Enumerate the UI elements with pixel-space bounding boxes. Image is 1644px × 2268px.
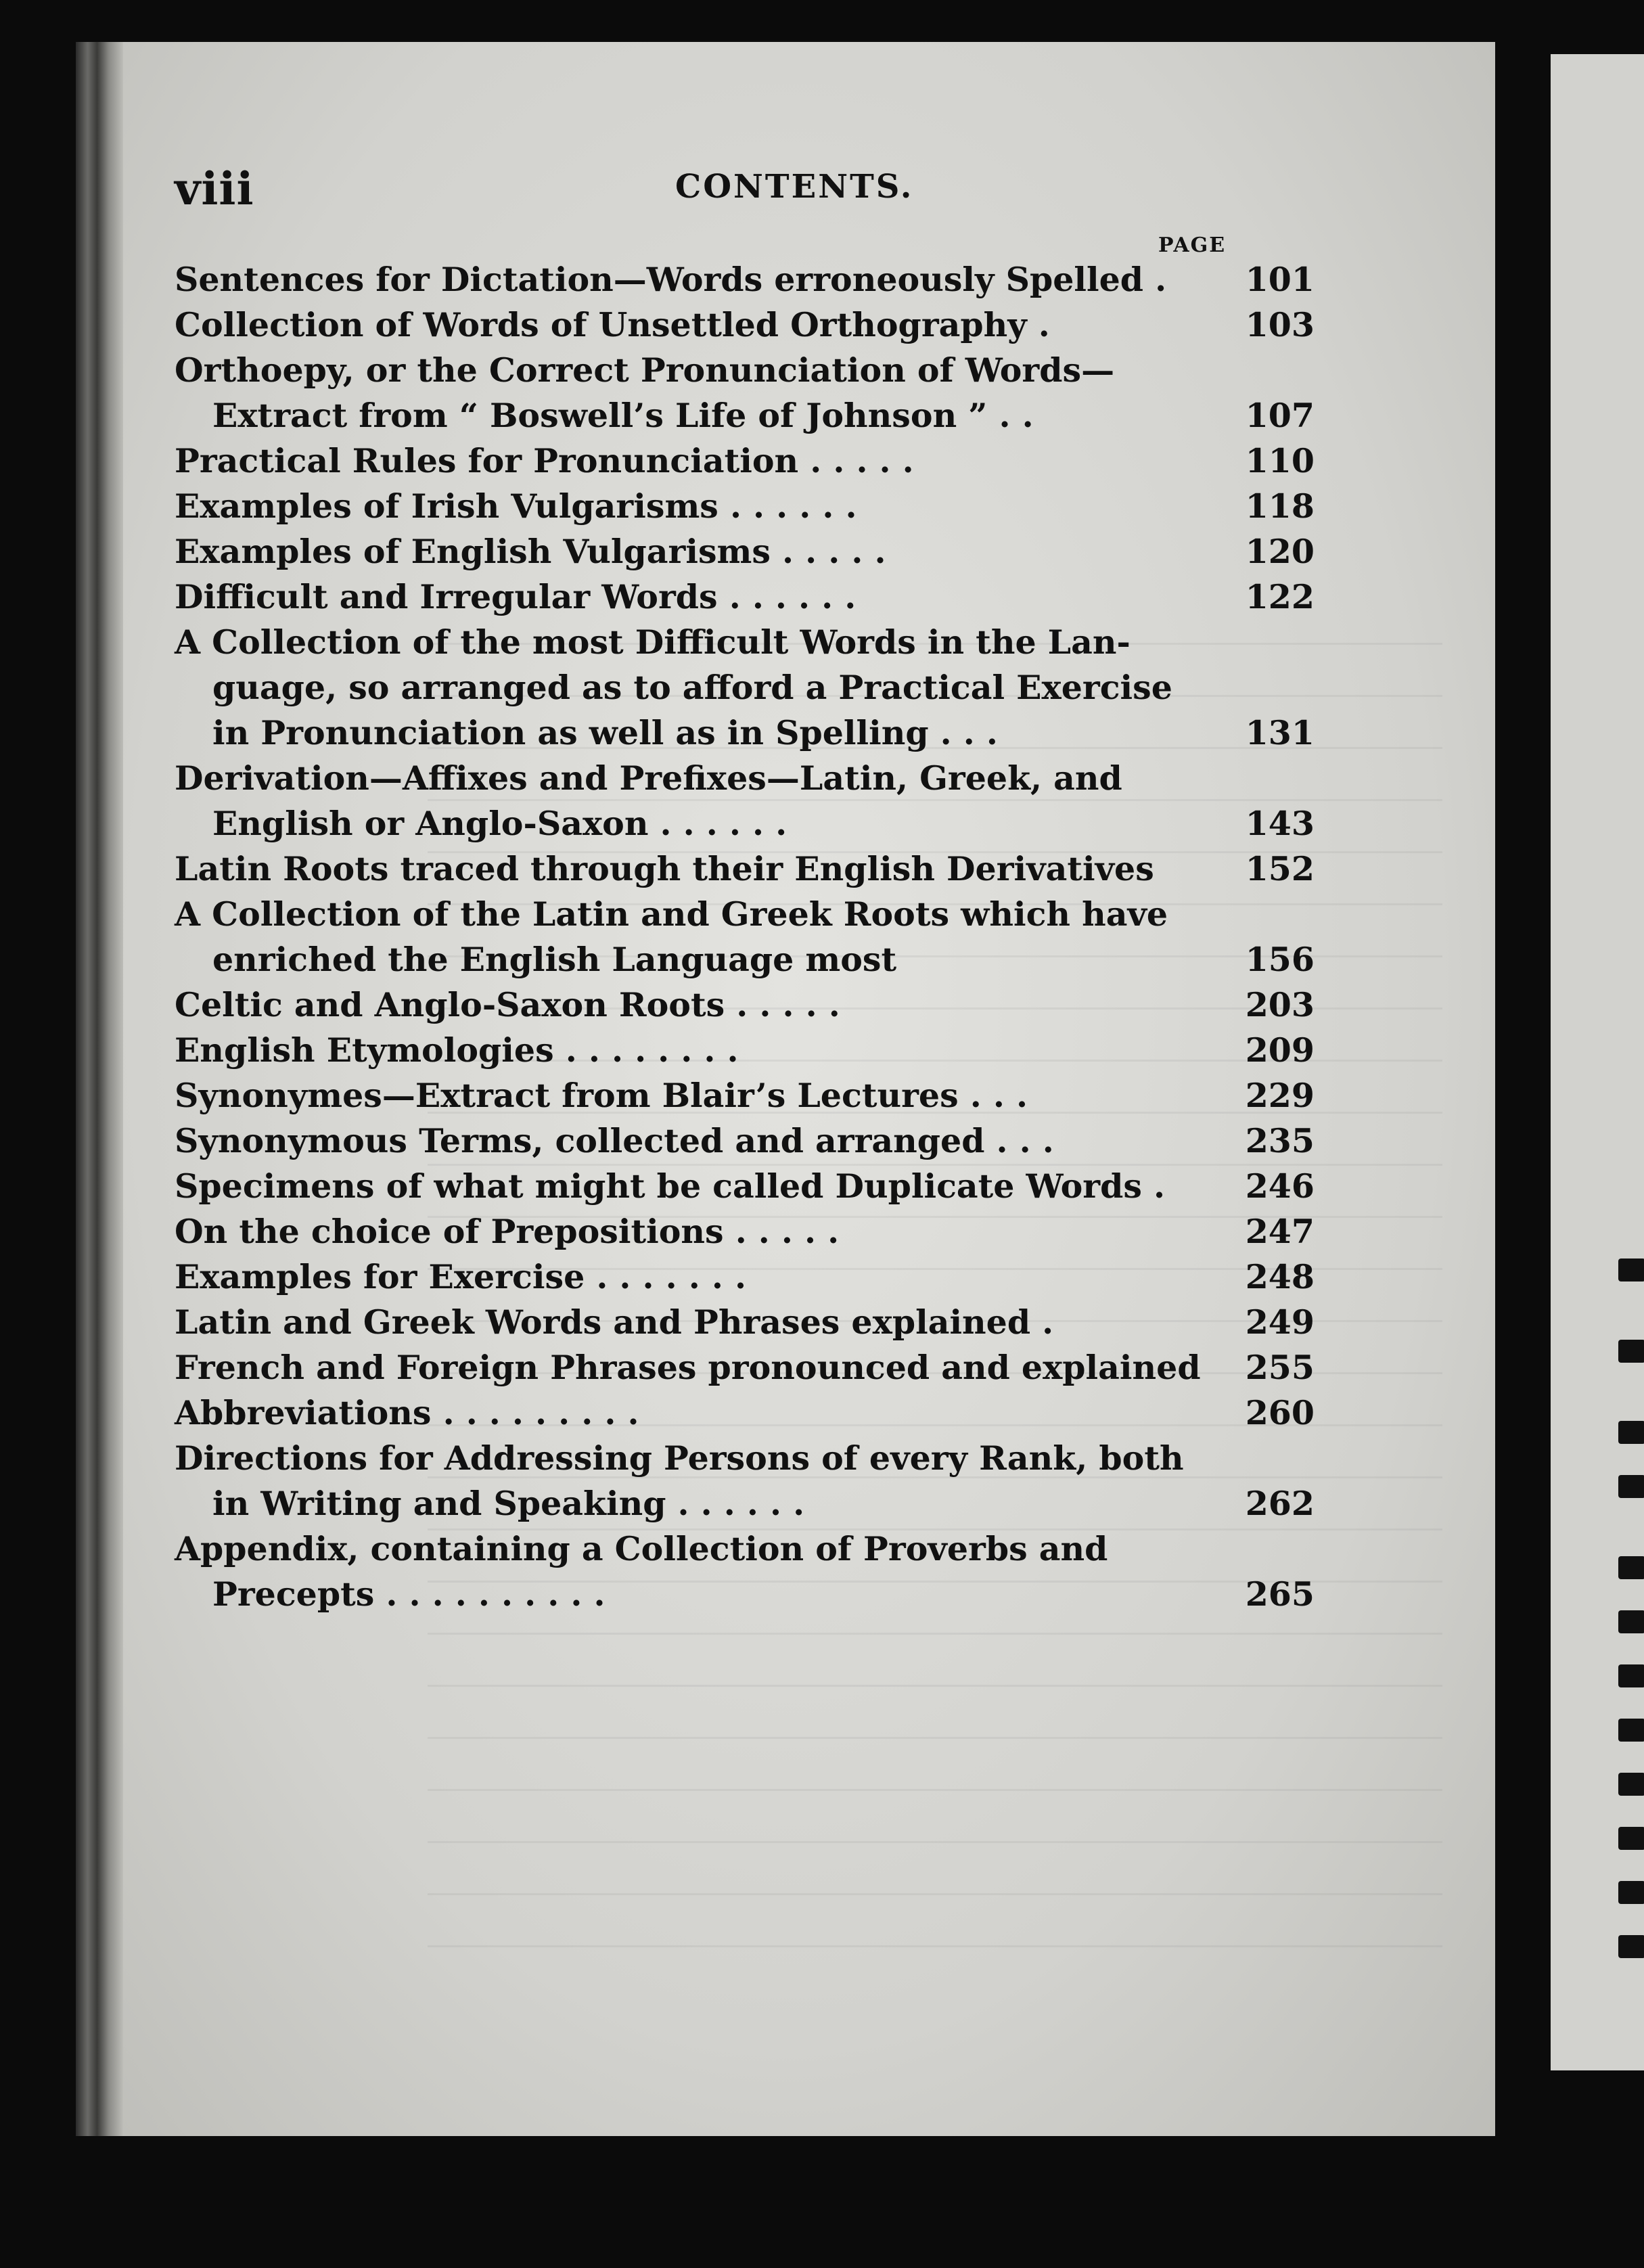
toc-entry-line [175,1572,1315,1617]
toc-entry [175,574,1315,620]
toc-entry-text: Abbreviations . . . . . . . . . [175,1393,639,1432]
toc-entry-text: Directions for Addressing Persons of every Rank, both [175,1438,1184,1478]
book-spine-edge [76,42,123,2136]
toc-entry-text: A Collection of the Latin and Greek Roots which have [175,894,1168,934]
toc-entry-line [175,348,1315,393]
toc-entry [175,1209,1315,1254]
toc-entry-text: Orthoepy, or the Correct Pronunciation of Words— [175,350,1115,390]
toc-entry [175,982,1315,1028]
toc-entry [175,1390,1315,1436]
toc-entry-text: Derivation—Affixes and Prefixes—Latin, Greek, and [175,758,1122,798]
toc-entry [175,846,1315,892]
toc-entry [175,756,1315,846]
toc-page-number: 120 [1245,532,1315,571]
toc-entry-line [175,665,1315,710]
toc-entry-text: A Collection of the most Difficult Words in the Lan- [175,622,1131,662]
toc-page-number: 107 [1245,396,1315,435]
toc-entry-line [175,574,1315,620]
toc-entry-text: in Writing and Speaking . . . . . . [212,1484,805,1523]
facing-page-edge [1551,54,1644,2070]
toc-entry-line [175,1300,1315,1345]
toc-page-number: 248 [1245,1257,1315,1296]
toc-entry-text: French and Foreign Phrases pronounced and explained [175,1348,1201,1387]
toc-page-number: 260 [1245,1393,1315,1432]
toc-entry-line [175,438,1315,484]
toc-entry-line [175,529,1315,574]
toc-entry [175,892,1315,982]
toc-page-number: 103 [1245,305,1315,344]
toc-page-number: 265 [1245,1574,1315,1614]
toc-entry-line [175,302,1315,348]
toc-entry-text: Precepts . . . . . . . . . . [212,1574,606,1614]
toc-entry [175,1118,1315,1164]
toc-entry [175,1254,1315,1300]
toc-entry-line [175,1164,1315,1209]
toc-entry-text: Sentences for Dictation—Words erroneously Spelled . [175,260,1167,299]
toc-entry [175,529,1315,574]
toc-entry-line [175,846,1315,892]
toc-entry-line [175,620,1315,665]
toc-page-number: 249 [1245,1302,1315,1342]
toc-entry-text: Examples of English Vulgarisms . . . . . [175,532,886,571]
toc-entry-line [175,484,1315,529]
toc-entry-line [175,1526,1315,1572]
toc-entry-line [175,1118,1315,1164]
toc-entry [175,1526,1315,1617]
toc-page-number: 131 [1245,713,1315,752]
toc-entry [175,348,1315,438]
toc-entry-text: Celtic and Anglo-Saxon Roots . . . . . [175,985,840,1024]
toc-entry-line [175,937,1315,982]
toc-page-number: 203 [1245,985,1315,1024]
toc-entry [175,1164,1315,1209]
toc-page-number: 209 [1245,1030,1315,1070]
toc-entry-line [175,1390,1315,1436]
toc-entry-text: Appendix, containing a Collection of Proverbs and [175,1529,1108,1568]
toc-entry [175,1073,1315,1118]
toc-entry-text: Synonymous Terms, collected and arranged . . . [175,1121,1054,1160]
toc-entry-text: Latin and Greek Words and Phrases explained . [175,1302,1054,1342]
toc-page-number: 235 [1245,1121,1315,1160]
toc-page-number: 101 [1245,260,1315,299]
toc-page-number: 262 [1245,1484,1315,1523]
toc-page-number: 122 [1245,577,1315,616]
toc-entry-text: Collection of Words of Unsettled Orthography . [175,305,1050,344]
toc-entry-text: Latin Roots traced through their English Derivatives [175,849,1154,888]
toc-entry [175,302,1315,348]
page-title: CONTENTS. [675,168,914,206]
toc-entry-text: guage, so arranged as to afford a Practical Exercise [212,668,1172,707]
table-of-contents [175,257,1315,1617]
toc-entry-line [175,1481,1315,1526]
toc-entry-line [175,393,1315,438]
toc-entry-text: English or Anglo-Saxon . . . . . . [212,804,787,843]
toc-entry-text: enriched the English Language most [212,940,897,979]
toc-entry-text: Examples of Irish Vulgarisms . . . . . . [175,486,857,526]
toc-entry-line [175,1073,1315,1118]
toc-entry [175,257,1315,302]
toc-entry-text: Examples for Exercise . . . . . . . [175,1257,747,1296]
toc-page-number: 156 [1245,940,1315,979]
toc-entry-text: Extract from “ Boswell’s Life of Johnson ” . . [212,396,1034,435]
toc-entry [175,1436,1315,1526]
toc-entry [175,1028,1315,1073]
toc-entry-text: Specimens of what might be called Duplicate Words . [175,1166,1166,1206]
toc-page-number: 152 [1245,849,1315,888]
toc-entry-text: in Pronunciation as well as in Spelling . . . [212,713,998,752]
running-head [175,162,1325,217]
toc-entry-line [175,257,1315,302]
toc-entry [175,438,1315,484]
toc-page-number: 246 [1245,1166,1315,1206]
toc-entry [175,1300,1315,1345]
toc-entry-text: Synonymes—Extract from Blair’s Lectures . . . [175,1076,1028,1115]
toc-page-number: 143 [1245,804,1315,843]
toc-entry [175,620,1315,756]
toc-entry-line [175,982,1315,1028]
toc-page-number: 118 [1245,486,1315,526]
toc-page-number: 247 [1245,1212,1315,1251]
toc-entry-text: On the choice of Prepositions . . . . . [175,1212,840,1251]
toc-entry [175,484,1315,529]
toc-entry-line [175,801,1315,846]
toc-entry-text: English Etymologies . . . . . . . . [175,1030,739,1070]
folio-number: viii [175,162,254,215]
page-column-label: PAGE [1158,233,1227,257]
toc-entry-line [175,1028,1315,1073]
toc-entry-line [175,756,1315,801]
toc-entry-line [175,1254,1315,1300]
toc-entry-text: Difficult and Irregular Words . . . . . . [175,577,857,616]
toc-entry-line [175,892,1315,937]
toc-entry-line [175,1436,1315,1481]
toc-page-number: 229 [1245,1076,1315,1115]
toc-page-number: 110 [1245,441,1315,480]
toc-entry-line [175,1345,1315,1390]
toc-entry [175,1345,1315,1390]
toc-entry-line [175,710,1315,756]
toc-entry-line [175,1209,1315,1254]
toc-entry-text: Practical Rules for Pronunciation . . . . . [175,441,914,480]
toc-page-number: 255 [1245,1348,1315,1387]
